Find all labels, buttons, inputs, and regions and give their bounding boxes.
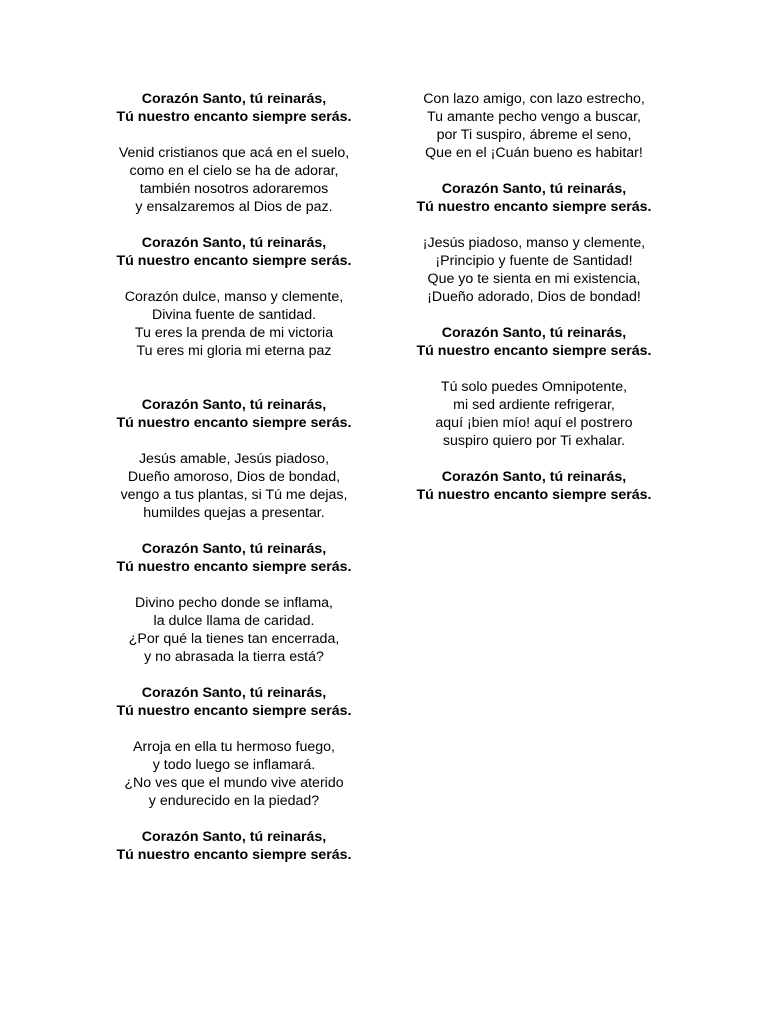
verse-line: y no abrasada la tierra está?	[144, 649, 324, 665]
verse-line: Tu eres la prenda de mi victoria	[134, 325, 334, 341]
verse-line: aquí ¡bien mío! aquí el postrero	[435, 415, 633, 431]
chorus-stanza	[84, 234, 384, 270]
verse-line: Divino pecho donde se inflama,	[135, 595, 333, 611]
chorus-line: Corazón Santo, tú reinarás,	[141, 685, 327, 701]
verse-line: Corazón dulce, manso y clemente,	[124, 289, 344, 305]
verse-line: Jesús amable, Jesús piadoso,	[138, 451, 330, 467]
chorus-line: Tú nuestro encanto siempre serás.	[116, 703, 352, 719]
verse-stanza	[84, 288, 384, 360]
verse-line: por Ti suspiro, ábreme el seno,	[436, 127, 632, 143]
verse-stanza	[384, 90, 684, 162]
verse-line: Tu eres mi gloria mi eterna paz	[136, 343, 332, 359]
chorus-stanza	[84, 540, 384, 576]
verse-line: Divina fuente de santidad.	[151, 307, 317, 323]
chorus-line: Corazón Santo, tú reinarás,	[141, 397, 327, 413]
verse-line: suspiro quiero por Ti exhalar.	[442, 433, 626, 449]
verse-line: la dulce llama de caridad.	[153, 613, 315, 629]
verse-line: vengo a tus plantas, si Tú me dejas,	[120, 487, 348, 503]
verse-line: y ensalzaremos al Dios de paz.	[135, 199, 333, 215]
chorus-line: Corazón Santo, tú reinarás,	[141, 541, 327, 557]
chorus-line: Tú nuestro encanto siempre serás.	[416, 199, 652, 215]
chorus-line: Corazón Santo, tú reinarás,	[141, 91, 327, 107]
right-column	[384, 90, 684, 522]
verse-stanza	[384, 234, 684, 306]
chorus-line: Tú nuestro encanto siempre serás.	[116, 253, 352, 269]
chorus-line: Tú nuestro encanto siempre serás.	[416, 343, 652, 359]
verse-stanza	[84, 450, 384, 522]
verse-line: ¡Dueño adorado, Dios de bondad!	[427, 289, 641, 305]
verse-line: Dueño amoroso, Dios de bondad,	[127, 469, 341, 485]
verse-line: Que en el ¡Cuán bueno es habitar!	[425, 145, 643, 161]
chorus-line: Tú nuestro encanto siempre serás.	[116, 109, 352, 125]
chorus-stanza	[384, 468, 684, 504]
chorus-line: Tú nuestro encanto siempre serás.	[416, 487, 652, 503]
chorus-stanza	[84, 90, 384, 126]
chorus-line: Tú nuestro encanto siempre serás.	[116, 415, 352, 431]
verse-line: Con lazo amigo, con lazo estrecho,	[423, 91, 645, 107]
verse-stanza	[84, 144, 384, 216]
verse-line: ¿No ves que el mundo vive aterido	[124, 775, 344, 791]
verse-stanza	[84, 738, 384, 810]
chorus-line: Corazón Santo, tú reinarás,	[441, 181, 627, 197]
verse-line: Tú solo puedes Omnipotente,	[440, 379, 628, 395]
verse-line: humildes quejas a presentar.	[143, 505, 325, 521]
verse-line: ¡Jesús piadoso, manso y clemente,	[422, 235, 646, 251]
verse-stanza	[84, 594, 384, 666]
verse-line: ¿Por qué la tienes tan encerrada,	[128, 631, 340, 647]
chorus-stanza	[84, 828, 384, 864]
chorus-line: Tú nuestro encanto siempre serás.	[116, 559, 352, 575]
verse-line: mi sed ardiente refrigerar,	[453, 397, 615, 413]
verse-line: ¡Principio y fuente de Santidad!	[435, 253, 633, 269]
chorus-line: Corazón Santo, tú reinarás,	[141, 235, 327, 251]
verse-line: Tu amante pecho vengo a buscar,	[426, 109, 641, 125]
verse-line: Que yo te sienta en mi existencia,	[427, 271, 641, 287]
left-column	[84, 90, 384, 882]
chorus-stanza	[384, 324, 684, 360]
chorus-line: Corazón Santo, tú reinarás,	[141, 829, 327, 845]
verse-line: Arroja en ella tu hermoso fuego,	[133, 739, 335, 755]
chorus-stanza	[84, 396, 384, 432]
chorus-line: Corazón Santo, tú reinarás,	[441, 469, 627, 485]
verse-line: también nosotros adoraremos	[139, 181, 329, 197]
verse-line: Venid cristianos que acá en el suelo,	[118, 145, 350, 161]
verse-stanza	[384, 378, 684, 450]
verse-line: como en el cielo se ha de adorar,	[129, 163, 339, 179]
verse-line: y todo luego se inflamará.	[152, 757, 316, 773]
verse-line: y endurecido en la piedad?	[148, 793, 320, 809]
chorus-line: Corazón Santo, tú reinarás,	[441, 325, 627, 341]
chorus-stanza	[384, 180, 684, 216]
chorus-stanza	[84, 684, 384, 720]
chorus-line: Tú nuestro encanto siempre serás.	[116, 847, 352, 863]
